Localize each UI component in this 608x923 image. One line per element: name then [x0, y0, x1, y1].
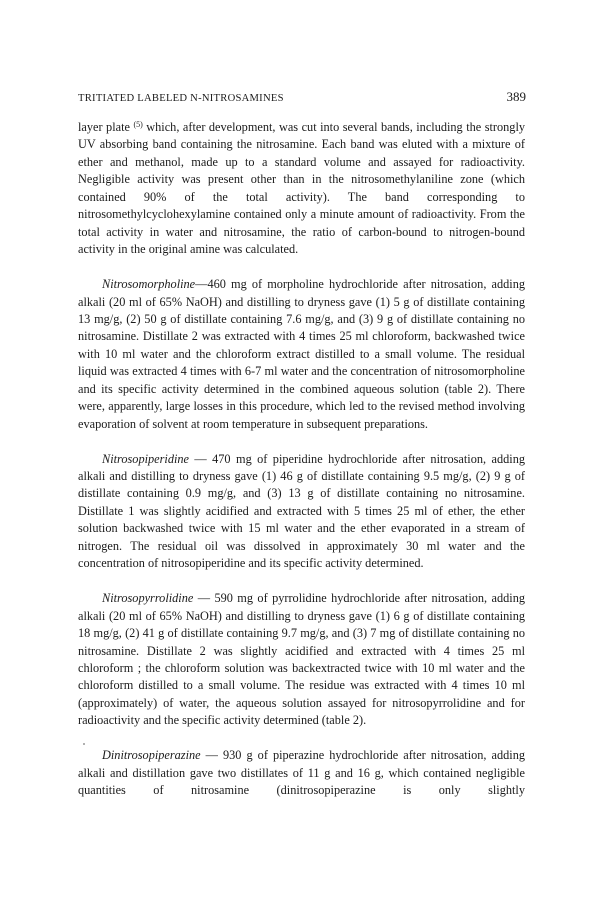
- paragraph-text: which, after development, was cut into several bands, including the strongly UV absorbing band containing the nitrosamine. Each band was eluted with a mixture of ether and methanol, made up to a standard volume and assayed for radioactivity. Negligible activity was present other than in the nitrosomethylaniline zone (which contained 90% of the total activity). The band corresponding to nitrosomethylcyclohexylamine contained only a minute amount of radioactivity. From the total activity in water and nitrosamine, the ratio of carbon-bound to nitrogen-bound activity in the original amine was calculated.: [78, 120, 526, 257]
- section-lead-nitrosopiperidine: Nitrosopiperidine: [102, 451, 189, 466]
- page-header: [78, 89, 526, 105]
- section-lead-nitrosopyrrolidine: Nitrosopyrrolidine: [102, 591, 194, 606]
- running-title: TRITIATED LABELED N-NITROSAMINES: [78, 93, 284, 104]
- paragraph-nitrosomorpholine: [78, 276, 525, 433]
- paragraph-continuation: [78, 119, 525, 259]
- paragraph-nitrosopiperidine: [78, 451, 525, 573]
- page-number: 389: [506, 89, 526, 104]
- body-text: [78, 119, 525, 800]
- paragraph-dinitrosopiperazine: [78, 747, 525, 799]
- paragraph-text: layer plate: [78, 120, 134, 134]
- reference-marker: (5): [133, 120, 143, 129]
- section-lead-dinitrosopiperazine: Dinitrosopiperazine: [102, 748, 201, 763]
- paragraph-text: —460 mg of morpholine hydrochloride after nitrosation, adding alkali (20 ml of 65% NaOH) and distilling to dryness gave (1) 5 g of distillate containing 13 mg/g, (2) 50 g of distillate containing 7.6 mg/g, and (3) 9 g of distillate containing no nitrosamine. Distillate 2 was extracted with 4 times 25 ml chloroform, backwashed twice with 10 ml water and the chloroform extract distilled to a small volume. The residual liquid was extracted 4 times with 6-7 ml water and the concentration of nitrosomorpholine and its specific activity determined in the combined aqueous solution (table 2). There were, apparently, large losses in this procedure, which led to the revised method involving evaporation of solvent at room temperature in subsequent preparations.: [78, 277, 525, 431]
- scan-speck: [83, 743, 85, 745]
- paragraph-nitrosopyrrolidine: [78, 590, 525, 730]
- paragraph-text: — 590 mg of pyrrolidine hydrochloride after nitrosation, adding alkali (20 ml of 65% NaOH) and distilling to dryness gave (1) 6 g of distillate containing 18 mg/g, (2) 41 g of distillate containing 9.7 mg/g, and (3) 7 mg of distillate containing no nitrosamine. Distillate 2 was slightly acidified and extracted with 4 times 25 ml chloroform ; the chloroform solution was backextracted twice with 10 ml water and the chloroform distilled to a small volume. The residue was extracted with 4 times 10 ml (approximately) of water, the aqueous solution assayed for nitrosopyrrolidine and for radioactivity and the specific activity determined (table 2).: [78, 591, 525, 728]
- paragraph-text: — 930 g of piperazine hydrochloride after nitrosation, adding alkali and distillation gave two distillates of 11 g and 16 g, which contained negligible quantities of nitrosamine (dinitrosopiperazine is only slightly: [78, 748, 525, 798]
- section-lead-nitrosomorpholine: Nitrosomorpholine: [102, 277, 196, 292]
- paragraph-text: — 470 mg of piperidine hydrochloride after nitrosation, adding alkali and distilling to dryness gave (1) 46 g of distillate containing 9.5 mg/g, (2) 9 g of distillate containing 0.9 mg/g, and (3) 13 g of distillate containing no nitrosamine. Distillate 1 was slightly acidified and extracted with 5 times 25 ml of ether, the ether solution backwashed twice with 15 ml water and the ether evaporated in a stream of nitrogen. The residual oil was dissolved in approximately 30 ml water and the concentration of nitrosopiperidine and its specific activity determined.: [78, 451, 525, 571]
